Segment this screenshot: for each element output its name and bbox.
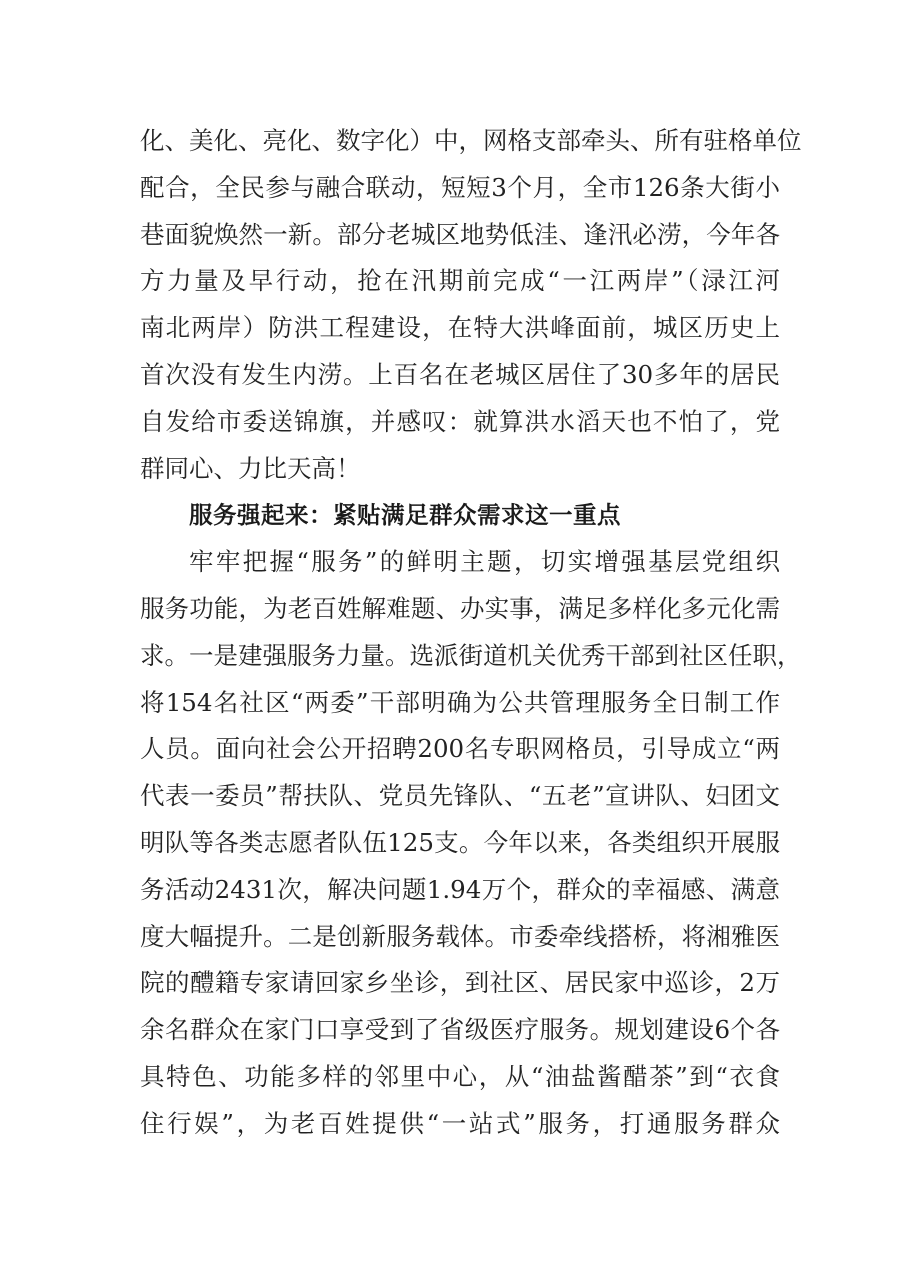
text-line: 南北两岸）防洪工程建设，在特大洪峰面前，城区历史上 bbox=[140, 313, 780, 343]
text-line: 自发给市委送锦旗，并感叹：就算洪水滔天也不怕了，党 bbox=[140, 406, 780, 436]
text-line: 将154名社区“两委”干部明确为公共管理服务全日制工作 bbox=[140, 687, 780, 717]
document-body bbox=[140, 118, 802, 1148]
section-heading: 服务强起来：紧贴满足群众需求这一重点 bbox=[189, 501, 621, 530]
paragraph-service bbox=[140, 539, 802, 1147]
text-line: 明队等各类志愿者队伍125支。今年以来，各类组织开展服 bbox=[140, 827, 780, 857]
text-line: 代表一委员”帮扶队、党员先锋队、“五老”宣讲队、妇团文 bbox=[140, 781, 780, 811]
text-line: 群同心、力比天高！ bbox=[140, 453, 361, 483]
text-line: 余名群众在家门口享受到了省级医疗服务。规划建设6个各 bbox=[140, 1015, 780, 1045]
text-line: 首次没有发生内涝。上百名在老城区居住了30多年的居民 bbox=[140, 359, 780, 389]
text-line: 具特色、功能多样的邻里中心，从“油盐酱醋茶”到“衣食 bbox=[140, 1061, 780, 1091]
paragraph-continuation bbox=[140, 118, 802, 492]
text-line: 度大幅提升。二是创新服务载体。市委牵线搭桥，将湘雅医 bbox=[140, 921, 780, 951]
text-line: 住行娱”，为老百姓提供“一站式”服务，打通服务群众 bbox=[140, 1108, 780, 1138]
text-line: 院的醴籍专家请回家乡坐诊，到社区、居民家中巡诊，2万 bbox=[140, 968, 780, 998]
text-line: 巷面貌焕然一新。部分老城区地势低洼、逢汛必涝，今年各 bbox=[140, 219, 780, 249]
text-line: 服务功能，为老百姓解难题、办实事，满足多样化多元化需 bbox=[140, 593, 780, 623]
text-line: 牢牢把握“服务”的鲜明主题，切实增强基层党组织 bbox=[189, 547, 780, 577]
text-line: 化、美化、亮化、数字化）中，网格支部牵头、所有驻格单位 bbox=[140, 126, 802, 155]
text-line: 求。一是建强服务力量。选派街道机关优秀干部到社区任职， bbox=[140, 640, 802, 670]
text-line: 配合，全民参与融合联动，短短3个月，全市126条大街小 bbox=[140, 172, 780, 202]
text-line: 人员。面向社会公开招聘200名专职网格员，引导成立“两 bbox=[140, 734, 780, 764]
text-line: 务活动2431次，解决问题1.94万个，群众的幸福感、满意 bbox=[140, 874, 780, 904]
text-line: 方力量及早行动，抢在汛期前完成“一江两岸”（渌江河 bbox=[140, 266, 780, 296]
